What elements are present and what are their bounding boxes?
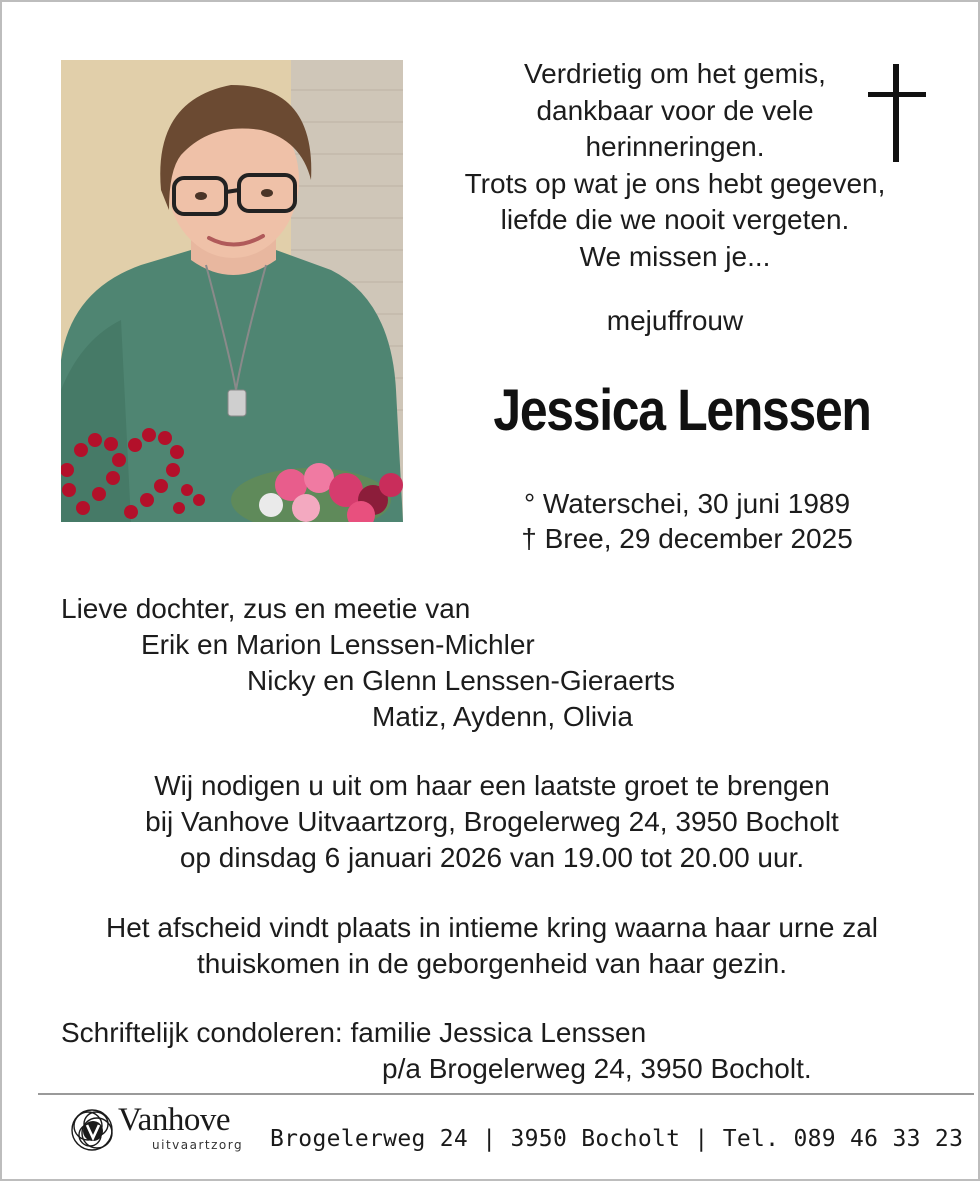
poem-line: Verdrietig om het gemis,: [524, 58, 826, 89]
vanhove-logo-icon: [66, 1102, 122, 1158]
poem-line: liefde die we nooit vergeten.: [500, 204, 850, 235]
family-member: Nicky en Glenn Lenssen-Gieraerts: [247, 665, 675, 696]
portrait-photo: [61, 60, 403, 522]
birth-date: ° Waterschei, 30 juni 1989: [523, 488, 851, 519]
logo-name: Vanhove: [118, 1102, 230, 1138]
deceased-name: Jessica Lenssen: [493, 378, 871, 443]
cross-icon: [868, 64, 926, 162]
poem-line: Trots op wat je ons hebt gegeven,: [464, 167, 886, 199]
farewell-line: thuiskomen in de geborgenheid van haar gezin.: [197, 948, 787, 979]
farewell-line: Het afscheid vindt plaats in intieme kring waarna haar urne zal: [106, 912, 878, 943]
invitation-line: bij Vanhove Uitvaartzorg, Brogelerweg 24, 3950 Bocholt: [145, 806, 839, 837]
death-date: † Bree, 29 december 2025: [521, 523, 853, 554]
portrait-illustration: [61, 60, 403, 522]
invitation-line: Wij nodigen u uit om haar een laatste groet te brengen: [154, 770, 830, 801]
family-member: Erik en Marion Lenssen-Michler: [141, 629, 535, 660]
farewell-notice: [22, 910, 962, 982]
invitation-line: op dinsdag 6 januari 2026 van 19.00 tot 20.00 uur.: [179, 842, 805, 873]
honorific-title: mejuffrouw: [606, 305, 744, 336]
poem-line: We missen je...: [579, 240, 771, 272]
condolences-address: p/a Brogelerweg 24, 3950 Bocholt.: [382, 1053, 812, 1084]
condolences-line: Schriftelijk condoleren: familie Jessica Lenssen: [61, 1017, 647, 1048]
family-intro: Lieve dochter, zus en meetie van: [61, 593, 471, 624]
logo-subtitle: uitvaartzorg: [152, 1138, 244, 1152]
life-dates: [422, 486, 952, 556]
footer-divider: [38, 1093, 974, 1095]
footer-address: Brogelerweg 24 | 3950 Bocholt | Tel. 089 46 33 23: [270, 1126, 964, 1152]
poem-line: herinneringen.: [585, 131, 765, 162]
vanhove-logo: [66, 1102, 266, 1160]
poem-line: dankbaar voor de vele: [536, 94, 814, 126]
visitation-invitation: [22, 768, 962, 876]
family-member: Matiz, Aydenn, Olivia: [372, 701, 633, 732]
memorial-poem: [422, 56, 928, 275]
